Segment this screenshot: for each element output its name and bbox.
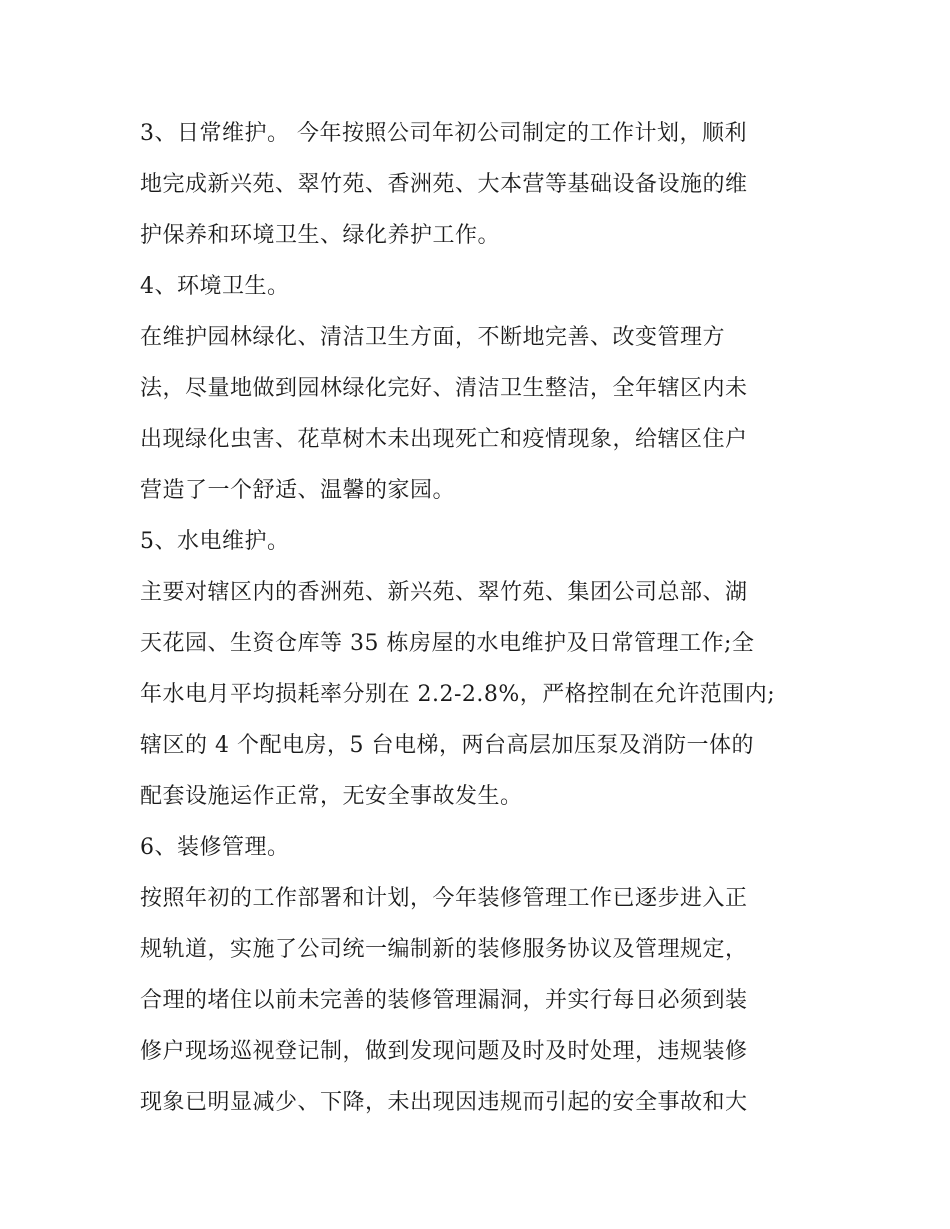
- text-line: 修户现场巡视登记制，做到发现问题及时及时处理，违规装修: [140, 1039, 748, 1064]
- paragraph-renovation: [140, 873, 820, 1128]
- paragraph-daily-maintenance: [140, 108, 820, 261]
- text-line: 合理的堵住以前未完善的装修管理漏洞，并实行每日必须到装: [140, 988, 748, 1013]
- text-line: 在维护园林绿化、清洁卫生方面，不断地完善、改变管理方: [140, 325, 726, 350]
- text-line: 出现绿化虫害、花草树木未出现死亡和疫情现象，给辖区住户: [140, 427, 748, 452]
- section-heading: 5、水电维护。: [140, 529, 290, 554]
- paragraph-water-electric: [140, 567, 820, 822]
- document-page: [140, 108, 820, 1128]
- section-heading: 4、环境卫生。: [140, 274, 290, 299]
- text-line: 辖区的 4 个配电房，5 台电梯，两台高层加压泵及消防一体的: [140, 733, 754, 758]
- text-line: 护保养和环境卫生、绿化养护工作。: [140, 223, 501, 248]
- text-line: 地完成新兴苑、翠竹苑、香洲苑、大本营等基础设备设施的维: [140, 172, 748, 197]
- text-line: 规轨道，实施了公司统一编制新的装修服务协议及管理规定，: [140, 937, 748, 962]
- text-line: 配套设施运作正常，无安全事故发生。: [140, 784, 523, 809]
- paragraph-environmental-hygiene: [140, 312, 820, 516]
- text-line: 主要对辖区内的香洲苑、新兴苑、翠竹苑、集团公司总部、湖: [140, 580, 748, 605]
- heading-environmental-hygiene: [140, 261, 820, 312]
- text-line: 法，尽量地做到园林绿化完好、清洁卫生整洁，全年辖区内未: [140, 376, 748, 401]
- text-line: 按照年初的工作部署和计划，今年装修管理工作已逐步进入正: [140, 886, 748, 911]
- heading-water-electric: [140, 516, 820, 567]
- heading-renovation: [140, 822, 820, 873]
- text-line: 天花园、生资仓库等 35 栋房屋的水电维护及日常管理工作;全: [140, 631, 755, 656]
- text-line: 营造了一个舒适、温馨的家园。: [140, 478, 456, 503]
- text-line: 现象已明显减少、下降，未出现因违规而引起的安全事故和大: [140, 1090, 748, 1115]
- section-heading: 6、装修管理。: [140, 835, 290, 860]
- text-line: 年水电月平均损耗率分别在 2.2-2.8%，严格控制在允许范围内;: [140, 682, 776, 707]
- text-line: 3、日常维护。 今年按照公司年初公司制定的工作计划，顺利: [140, 121, 747, 146]
